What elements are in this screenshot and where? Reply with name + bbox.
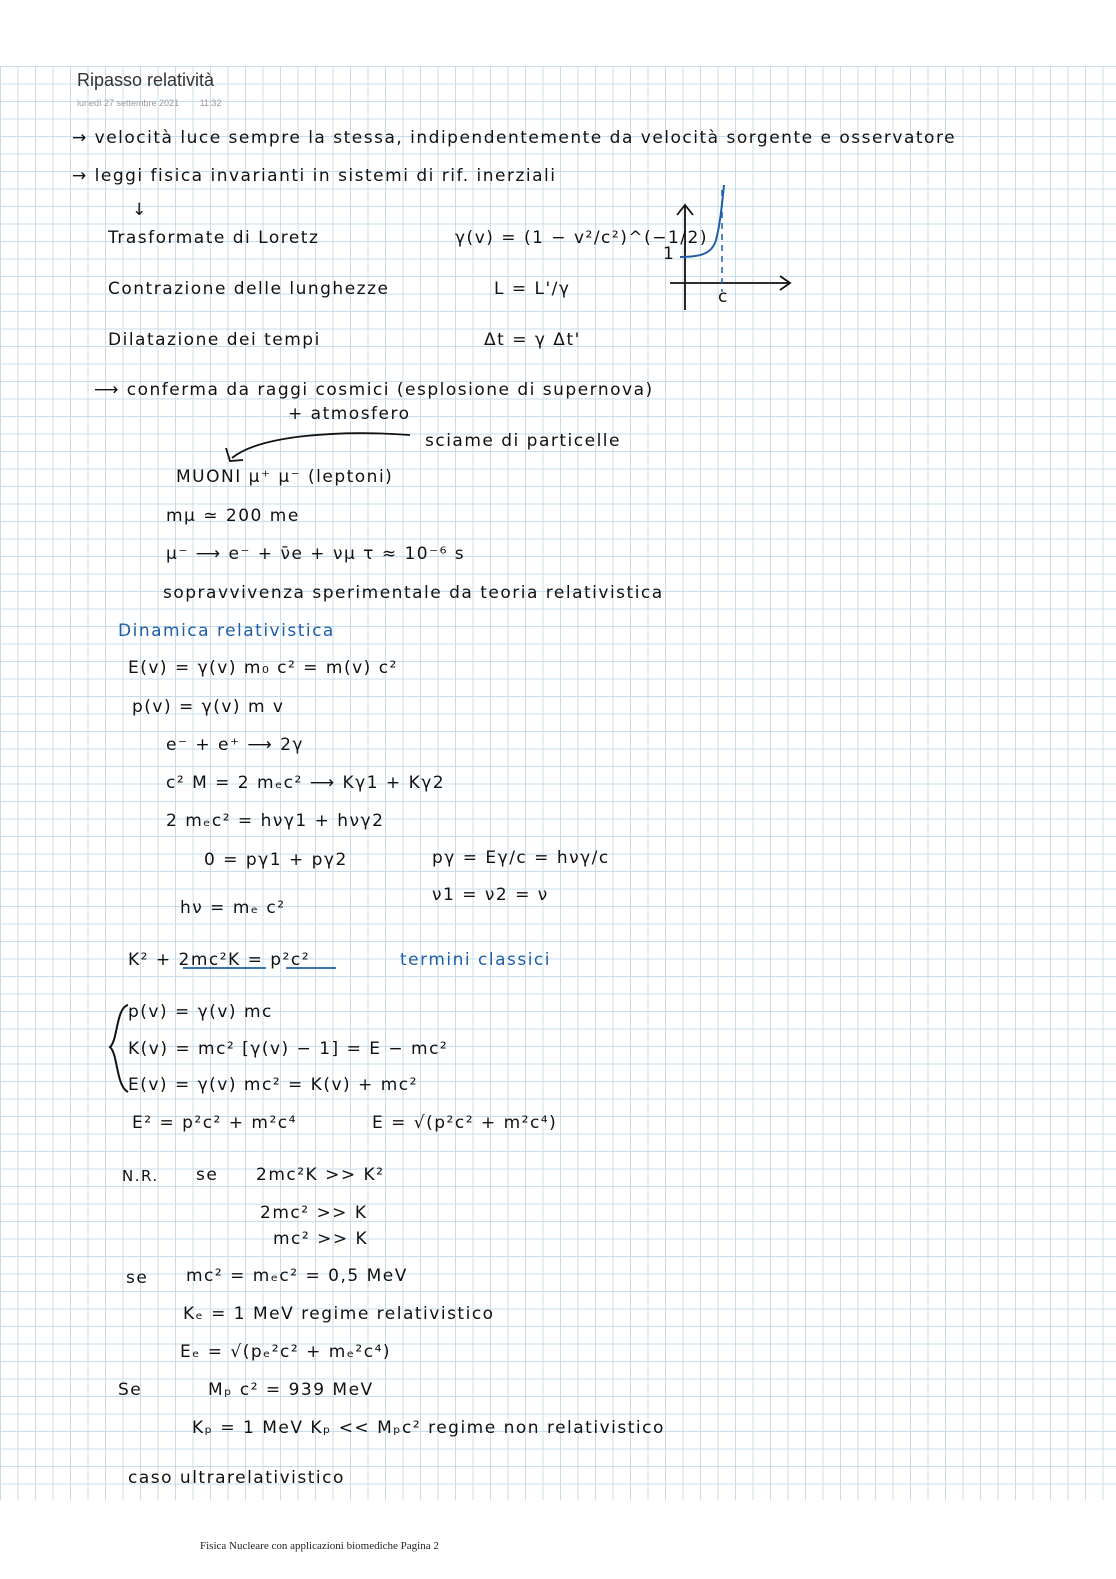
formula-line-24: p(v) = γ(v) mc xyxy=(128,1002,273,1022)
note-line-36: caso ultrarelativistico xyxy=(128,1468,345,1488)
note-line-7: ⟶ conferma da raggi cosmici (esplosione di supernova) xyxy=(94,380,654,400)
formula-line-34: Mₚ c² = 939 MeV xyxy=(208,1380,374,1400)
section-heading-dinamica: Dinamica relativistica xyxy=(118,621,335,641)
formula-line-28: 2mc²K >> K² xyxy=(256,1165,385,1185)
formula-photon-momentum: pγ = Eγ/c = hνγ/c xyxy=(432,848,610,868)
note-line-10: MUONI μ⁺ μ⁻ (leptoni) xyxy=(176,467,394,487)
formula-line-20: 0 = pγ1 + pγ2 xyxy=(204,850,348,870)
formula-momentum: p(v) = γ(v) m v xyxy=(132,697,285,717)
formula-line-29: 2mc² >> K xyxy=(260,1203,368,1223)
graph-label-c: c xyxy=(718,287,729,307)
formula-annihilation: e⁻ + e⁺ ⟶ 2γ xyxy=(166,735,304,755)
page-date: lunedì 27 settembre 2021 xyxy=(77,98,180,108)
formula-line-25: K(v) = mc² [γ(v) − 1] = E − mc² xyxy=(128,1039,449,1059)
formula-dilation: Δt = γ Δt' xyxy=(484,330,581,350)
formula-line-26: E(v) = γ(v) mc² = K(v) + mc² xyxy=(128,1075,418,1095)
note-line-13: sopravvivenza sperimentale da teoria relativistica xyxy=(163,583,664,603)
note-se-1: se xyxy=(196,1165,219,1185)
page-time: 11:32 xyxy=(199,98,222,108)
formula-energy-root: E = √(p²c² + m²c⁴) xyxy=(372,1113,558,1133)
note-line-11: mμ ≃ 200 me xyxy=(166,506,300,526)
note-line-8: + atmosfero xyxy=(288,404,411,424)
formula-line-19: 2 mₑc² = hνγ1 + hνγ2 xyxy=(166,811,385,831)
note-line-4: Trasformate di Loretz xyxy=(108,228,320,248)
formula-line-32: Kₑ = 1 MeV regime relativistico xyxy=(183,1304,495,1324)
page-title: Ripasso relatività xyxy=(77,70,215,90)
note-line-2: → leggi fisica invarianti in sistemi di rif. inerziali xyxy=(72,166,557,186)
note-termini-classici: termini classici xyxy=(400,950,551,970)
sciame-arrow-head xyxy=(226,448,243,461)
page-footer: Fisica Nucleare con applicazioni biomediche Pagina 2 xyxy=(200,1540,439,1552)
graph-label-one: 1 xyxy=(663,244,676,264)
note-se-3: Se xyxy=(118,1380,143,1400)
formula-gamma: γ(v) = (1 − v²/c²)^(−1/2) xyxy=(455,228,708,248)
note-se-2: se xyxy=(126,1268,149,1288)
formula-contraction: L = L'/γ xyxy=(494,279,571,299)
formula-line-27: E² = p²c² + m²c⁴ xyxy=(132,1113,297,1133)
formula-line-33: Eₑ = √(pₑ²c² + mₑ²c⁴) xyxy=(180,1342,392,1362)
formula-line-31: mc² = mₑc² = 0,5 MeV xyxy=(186,1266,408,1286)
formula-line-30: mc² >> K xyxy=(273,1229,369,1249)
formula-line-23: K² + 2mc²K = p²c² xyxy=(128,950,311,970)
note-line-6: Dilatazione dei tempi xyxy=(108,330,321,350)
formula-energy: E(v) = γ(v) m₀ c² = m(v) c² xyxy=(128,658,398,678)
note-line-1: → velocità luce sempre la stessa, indipendentemente da velocità sorgente e osservatore xyxy=(72,128,957,148)
note-line-9: sciame di particelle xyxy=(425,431,621,451)
note-line-5: Contrazione delle lunghezze xyxy=(108,279,390,299)
note-nr: N.R. xyxy=(122,1167,159,1185)
note-arrow-down: ↓ xyxy=(132,200,148,220)
system-brace xyxy=(110,1005,128,1092)
formula-line-35: Kₚ = 1 MeV Kₚ << Mₚc² regime non relativistico xyxy=(192,1418,665,1438)
formula-line-18: c² M = 2 mₑc² ⟶ Kγ1 + Kγ2 xyxy=(166,773,446,793)
sciame-arrow xyxy=(232,433,410,458)
formula-line-22: hν = mₑ c² xyxy=(180,898,286,918)
note-line-12: μ⁻ ⟶ e⁻ + ν̄e + νμ τ ≈ 10⁻⁶ s xyxy=(166,544,466,564)
formula-frequencies: ν1 = ν2 = ν xyxy=(432,885,549,905)
